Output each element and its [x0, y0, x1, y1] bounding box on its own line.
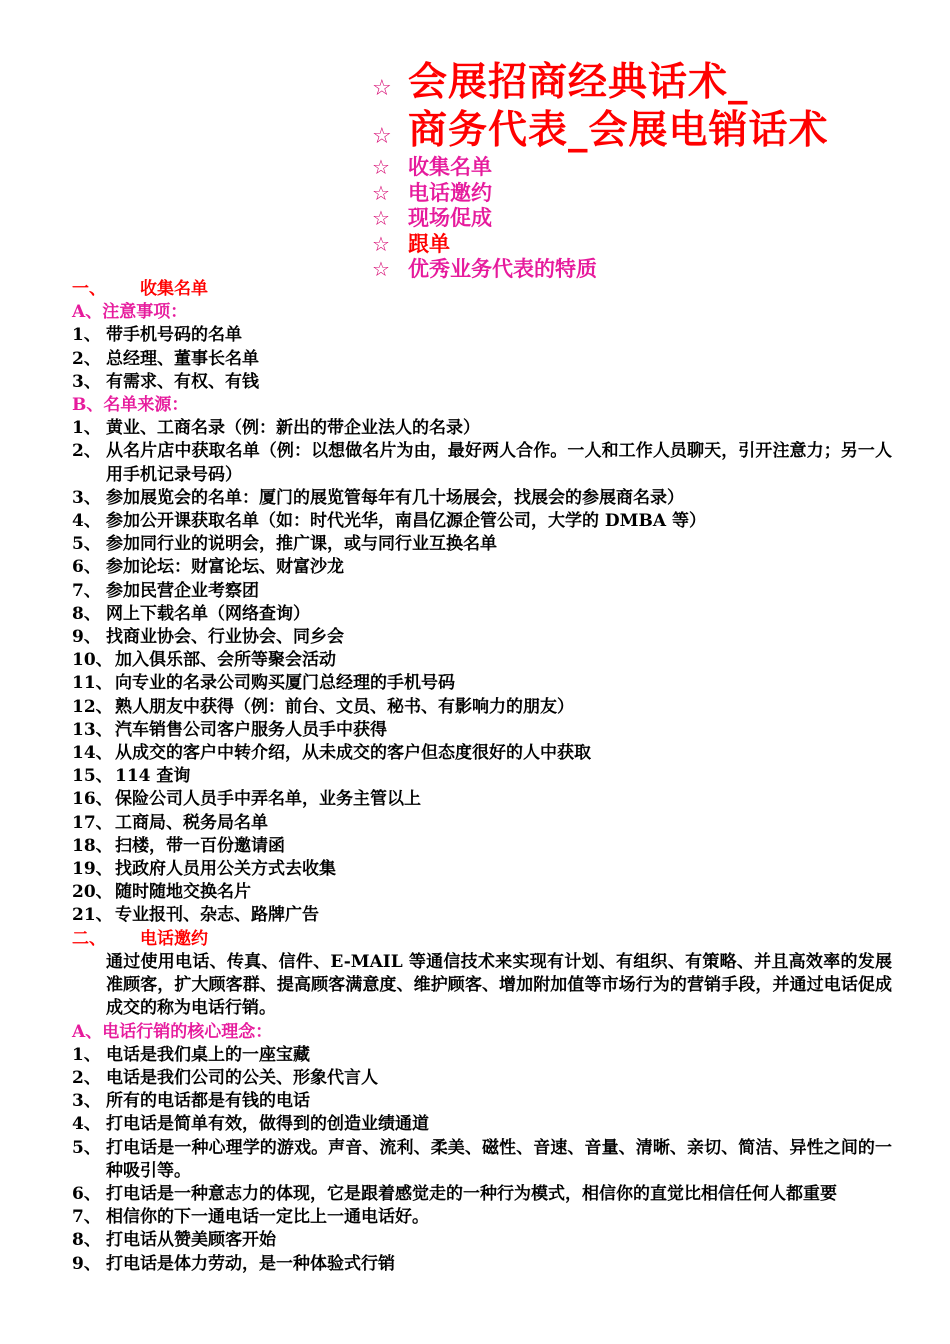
list-text: 打电话是体力劳动，是一种体验式行销 [106, 1253, 395, 1274]
list-item [72, 1183, 892, 1206]
list-text: 打电话是简单有效，做得到的创造业绩通道 [106, 1114, 429, 1135]
list-number: 7、 [72, 580, 101, 601]
star-icon: ☆ [372, 231, 390, 256]
list-number: 2、 [72, 441, 101, 462]
list-text: 参加展览会的名单：厦门的展览管每年有几十场展会，找展会的参展商名录） [106, 487, 684, 508]
intro-paragraph: 通过使用电话、传真、信件、E-MAIL 等通信技术来实现有计划、有组织、有策略、并且高效率的发展准顾客，扩大顾客群、提高顾客满意度、维护顾客、增加附加值等市场行为的营销手段，并通过电话促成成交的称为电话行销。 [106, 951, 892, 1019]
list-item [72, 1137, 892, 1183]
list-text: 电话是我们桌上的一座宝藏 [106, 1044, 310, 1065]
list-text: 114 查询 [115, 766, 191, 787]
list-text: 工商局、税务局名单 [115, 812, 268, 833]
list-text: 打电话是一种心理学的游戏。声音、流利、柔美、磁性、音速、音量、清晰、亲切、简洁、异性之间的一种吸引等。 [106, 1137, 892, 1181]
list-number: 4、 [72, 1114, 101, 1135]
list-number: 18、 [72, 835, 113, 856]
list-number: 6、 [72, 1183, 101, 1204]
list-number: 9、 [72, 1253, 101, 1274]
list-item [72, 1253, 892, 1276]
toc-item: ☆ 跟单 [372, 230, 450, 256]
list-item [72, 324, 892, 347]
list-item [72, 533, 892, 556]
list-number: 5、 [72, 1137, 101, 1158]
list-number: 16、 [72, 789, 113, 810]
list-text: 熟人朋友中获得（例：前台、文员、秘书、有影响力的朋友） [115, 696, 574, 717]
list-text: 带手机号码的名单 [106, 325, 242, 346]
list-item [72, 580, 892, 603]
star-icon: ☆ [372, 155, 390, 179]
list-number: 13、 [72, 719, 113, 740]
list-text: 参加公开课获取名单（如：时代光华，南昌亿源企管公司，大学的 DMBA 等） [106, 511, 706, 532]
list-item [72, 1067, 892, 1090]
list-item [72, 417, 892, 440]
section-heading: 二、 电话邀约 [72, 928, 208, 949]
list-text: 从名片店中获取名单（例：以想做名片为由，最好两人合作。一人和工作人员聊天，引开注意力；另一人用手机记录号码） [106, 441, 892, 485]
list-item [72, 649, 892, 672]
list-number: 15、 [72, 766, 113, 787]
title-line-1 [372, 58, 829, 106]
list-text: 参加同行业的说明会，推广课，或与同行业互换名单 [106, 534, 497, 555]
title-line-2 [372, 106, 829, 154]
list-number: 3、 [72, 1091, 101, 1112]
list-item [72, 812, 892, 835]
star-icon: ☆ [372, 206, 390, 230]
star-icon: ☆ [372, 124, 393, 149]
toc-item: ☆ 优秀业务代表的特质 [372, 256, 597, 281]
section-heading: 一、 收集名单 [72, 279, 208, 299]
list-text: 找商业协会、行业协会、同乡会 [106, 627, 344, 648]
subsection-heading: A、电话行销的核心理念： [72, 1021, 273, 1042]
document-title: 会展招商经典话术_ [408, 59, 749, 105]
list-item [72, 1090, 892, 1113]
list-text: 随时随地交换名片 [115, 882, 251, 903]
list-number: 1、 [72, 325, 101, 346]
list-number: 19、 [72, 859, 113, 880]
list-number: 14、 [72, 743, 113, 764]
list-number: 9、 [72, 627, 101, 648]
list-number: 21、 [72, 905, 113, 926]
list-text: 汽车销售公司客户服务人员手中获得 [115, 719, 387, 740]
list-number: 1、 [72, 418, 101, 439]
list-number: 20、 [72, 882, 113, 903]
toc-item: ☆ 电话邀约 [372, 179, 492, 205]
list-number: 10、 [72, 650, 113, 671]
list-item [72, 626, 892, 649]
list-number: 12、 [72, 696, 113, 717]
list-text: 电话是我们公司的公关、形象代言人 [106, 1067, 378, 1088]
subsection-heading: A、注意事项： [72, 302, 188, 323]
list-text: 打电话是一种意志力的体现，它是跟着感觉走的一种行为模式，相信你的直觉比相信任何人都重要 [106, 1183, 837, 1204]
list-text: 找政府人员用公关方式去收集 [115, 859, 336, 880]
list-item [72, 1206, 892, 1229]
list-number: 3、 [72, 371, 101, 392]
list-item [72, 1229, 892, 1252]
list-item [72, 510, 892, 533]
list-text: 有需求、有权、有钱 [106, 371, 259, 392]
table-of-contents [372, 58, 829, 282]
list-text: 从成交的客户中转介绍，从未成交的客户但态度很好的人中获取 [115, 743, 591, 764]
list-item [72, 371, 892, 394]
toc-item: ☆ 现场促成 [372, 205, 492, 230]
list-number: 11、 [72, 673, 113, 694]
list-item [72, 696, 892, 719]
subsection-heading: B、名单来源： [72, 395, 189, 416]
star-icon: ☆ [372, 257, 390, 281]
list-text: 参加论坛：财富论坛、财富沙龙 [106, 557, 344, 578]
list-text: 专业报刊、杂志、路牌广告 [115, 905, 319, 926]
list-text: 网上下载名单（网络查询） [106, 603, 310, 624]
list-number: 8、 [72, 1230, 101, 1251]
list-item [72, 719, 892, 742]
list-text: 加入俱乐部、会所等聚会活动 [115, 650, 336, 671]
list-item [72, 881, 892, 904]
list-item [72, 556, 892, 579]
concept-list [72, 1044, 892, 1276]
list-item [72, 835, 892, 858]
list-number: 6、 [72, 557, 101, 578]
list-text: 打电话从赞美顾客开始 [106, 1230, 276, 1251]
document-subtitle: 商务代表_会展电销话术 [408, 107, 829, 153]
toc-item: ☆ 收集名单 [372, 154, 492, 179]
notice-list [72, 324, 892, 394]
list-item [72, 487, 892, 510]
list-number: 2、 [72, 1067, 101, 1088]
list-item [72, 1113, 892, 1136]
list-text: 保险公司人员手中弄名单，业务主管以上 [115, 789, 421, 810]
list-number: 7、 [72, 1207, 101, 1228]
list-number: 8、 [72, 603, 101, 624]
list-number: 5、 [72, 534, 101, 555]
list-text: 相信你的下一通电话一定比上一通电话好。 [106, 1207, 429, 1228]
list-item [72, 1044, 892, 1067]
list-item [72, 742, 892, 765]
list-number: 17、 [72, 812, 113, 833]
list-text: 扫楼，带一百份邀请函 [115, 835, 285, 856]
list-item [72, 603, 892, 626]
document-body [72, 278, 892, 1276]
list-item [72, 672, 892, 695]
list-text: 向专业的名录公司购买厦门总经理的手机号码 [115, 673, 455, 694]
list-text: 参加民营企业考察团 [106, 580, 259, 601]
list-number: 3、 [72, 487, 101, 508]
list-item [72, 440, 892, 486]
list-item [72, 904, 892, 927]
list-number: 4、 [72, 511, 101, 532]
list-number: 1、 [72, 1044, 101, 1065]
list-item [72, 765, 892, 788]
star-icon: ☆ [372, 180, 390, 205]
list-item [72, 788, 892, 811]
list-item [72, 858, 892, 881]
list-text: 所有的电话都是有钱的电话 [106, 1091, 310, 1112]
list-text: 总经理、董事长名单 [106, 348, 259, 369]
list-number: 2、 [72, 348, 101, 369]
source-list [72, 417, 892, 927]
list-item [72, 348, 892, 371]
star-icon: ☆ [372, 76, 393, 101]
list-text: 黄业、工商名录（例：新出的带企业法人的名录） [106, 418, 480, 439]
